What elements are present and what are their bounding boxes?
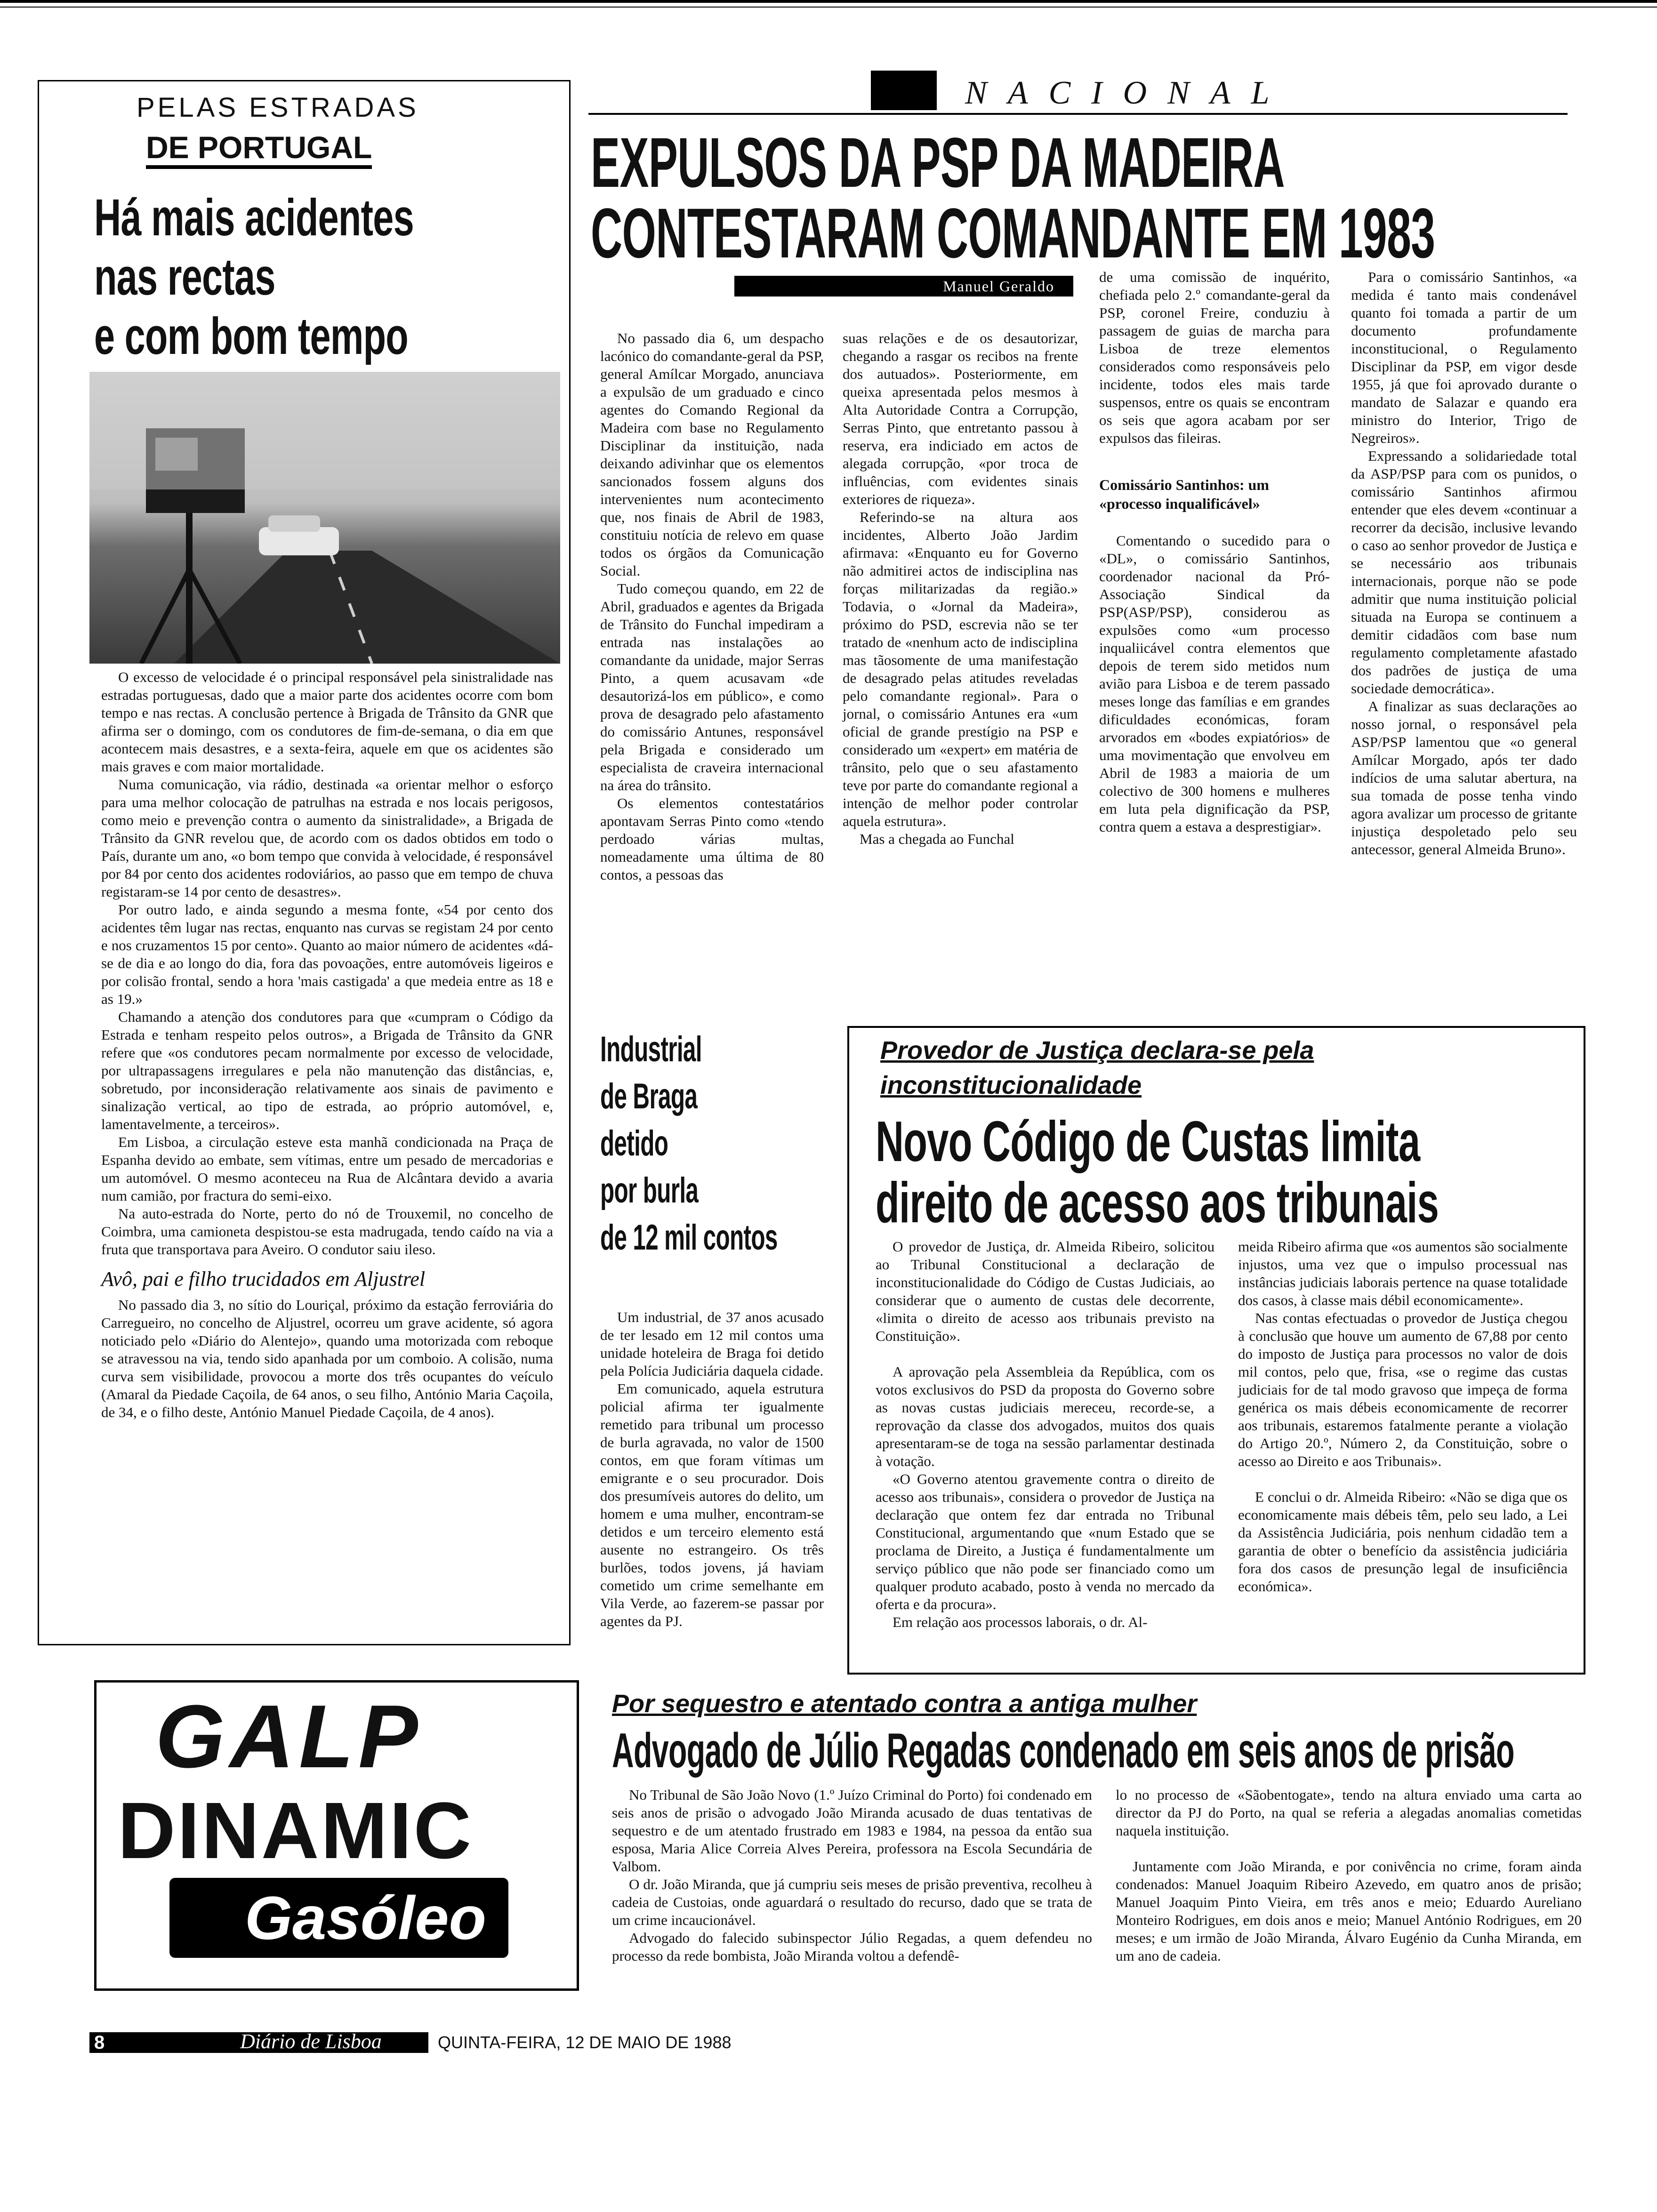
regadas-col1 [612, 1786, 1092, 1965]
main-paragraph: Mas a chegada ao Funchal [860, 831, 1014, 847]
footer-paper-name: Diário de Lisboa [240, 2030, 382, 2053]
regadas-col2 [1116, 1786, 1582, 1965]
main-paragraph: Expressando a solidariedade total da ASP/PSP para com os punidos, o comissário Santinhos afirmou entender que eles devem «continuar a recorrer da decisão, inclusive levando o caso ao senhor provedor de Justiça e se necessário aos tribunais internacionais, porque não se pode admitir que numa instituição policial situada na Europa se continuem a demitir cidadãos com base num regulamento completamente afastado dos padrões de justiça de uma sociedade democrática». [1351, 448, 1577, 697]
main-paragraph: A finalizar as suas declarações ao nosso jornal, o responsável pela ASP/PSP lamentou que «o general Amílcar Morgado, após ter dado indícios de uma salutar abertura, na sua tomada de posse tenha vindo agora avalizar um processo de gritante injustiça despoletado pelo seu antecessor, general Almeida Bruno». [1351, 698, 1577, 858]
gasoleo-label: Gasóleo [245, 1883, 486, 1952]
pelas-estradas-badge [118, 87, 475, 184]
custas-headline [876, 1111, 1572, 1233]
byline-bar [734, 276, 1073, 297]
regadas-paragraph: O dr. João Miranda, que já cumpriu seis meses de prisão preventiva, recolheu à cadeia de Custoias, onde aguardará o resultado do recurso, dado que se trata de um crime incaucionável. [612, 1876, 1092, 1928]
left-headline-line1: Há mais acidentes [94, 189, 414, 247]
regadas-paragraph: Juntamente com João Miranda, e por conivência no crime, foram ainda condenados: Manuel Joaquim Ribeiro Azevedo, em quatro anos de prisão; Manuel Joaquim Pinto Vieira, em três anos e meio; Eduardo Aureliano Monteiro Rodrigues, em dois anos e meio; Manuel António Rodrigues, em 20 meses; e um irmão de João Miranda, Álvaro Eugénio da Cunha Miranda, em um ano de cadeia. [1116, 1858, 1582, 1964]
braga-paragraph: Um industrial, de 37 anos acusado de ter lesado em 12 mil contos uma unidade hoteleira de Braga foi detido pela Polícia Judiciária daquela cidade. [600, 1309, 824, 1379]
road-radar-photo [89, 372, 560, 664]
main-paragraph: Para o comissário Santinhos, «a medida é tanto mais condenável quanto foi tomada a partir de um documento profundamente inconstitucional, o Regulamento Disciplinar da PSP, em vigor desde 1955, já que foi aprovado durante o mandato de Salazar e quando era ministro do Interior, Trigo de Negreiros». [1351, 269, 1577, 446]
custas-kicker-line1: Provedor de Justiça declara-se pela [880, 1036, 1314, 1065]
braga-headline-line: de Braga [600, 1076, 698, 1116]
regadas-paragraph: Advogado do falecido subinspector Júlio Regadas, a quem defendeu no processo da rede bombista, João Miranda voltou a defendê- [612, 1930, 1092, 1964]
dinamic-label: DINAMIC [118, 1786, 474, 1875]
braga-body [600, 1308, 824, 1630]
custas-paragraph: meida Ribeiro afirma que «os aumentos são socialmente injustos, uma vez que o impulso processual nas instâncias judiciais laborais pertence na quase totalidade dos casos, à classe mais débil economicamente». [1238, 1238, 1568, 1308]
regadas-paragraph: lo no processo de «Sãobentogate», tendo na altura enviado uma carta ao director da PJ do Porto, na qual se referia a alegadas anomalias cometidas naquela instituição. [1116, 1787, 1582, 1839]
main-paragraph: Referindo-se na altura aos incidentes, Alberto João Jardim afirmava: «Enquanto eu for Governo não admitirei actos de indisciplina nas forças militarizadas da região.» Todavia, o «Jornal da Madeira», próximo do PSD, escrevia não se ter tratado de «nenhum acto de indisciplina mas tãosomente de uma manifestação de desagrado pelas atitudes reveladas pelo comandante regional». Para o jornal, o comissário Antunes era «um oficial de grande prestígio na PSP e considerado um «expert» em matéria de trânsito, pelo que o seu afastamento teve por parte do comandante regional a intenção de melhor poder controlar aquela estrutura». [843, 509, 1078, 829]
left-paragraph: O excesso de velocidade é o principal responsável pela sinistralidade nas estradas portuguesas, dado que a maior parte dos acidentes ocorre com bom tempo e nas rectas. A conclusão pertence à Brigada de Trânsito da GNR que afirma ser o domingo, com os condutores de fim-de-semana, o dia em que acontecem mais desastres, e a sexta-feira, aquele em que os acidentes são mais graves e com maior mortalidade. [101, 669, 553, 775]
main-paragraph: suas relações e de os desautorizar, chegando a rasgar os recibos na frente dos autuados». Posteriormente, em queixa apresentada pelos mesmos à Alta Autoridade Contra a Corrupção, Serras Pinto, que entretanto passou à reserva, era indiciado em actos de alegada corrupção, «por troca de influências, com evidentes sinais exteriores de riqueza». [843, 330, 1078, 507]
left-paragraph: Numa comunicação, via rádio, destinada «a orientar melhor o esforço para uma melhor colocação de patrulhas na estrada e nos locais perigosos, como meio e prevenção contra o aumento da sinistralidade», a Brigada de Trânsito da GNR revelou que, de acordo com os dados obtidos em todo o País, durante um ano, «o bom tempo que convida à velocidade, é responsável por 84 por cento dos acidentes rodoviários, ao passo que em tempo de chuva registaram-se 14 por cento de desastres». [101, 776, 553, 900]
custas-headline-line2: direito de acesso aos tribunais [876, 1170, 1439, 1234]
main-col3 [1099, 268, 1330, 836]
main-paragraph: Tudo começou quando, em 22 de Abril, graduados e agentes da Brigada de Trânsito do Funchal impediram a entrada nas instalações ao comandante da unidade, major Serras Pinto, a quem acusavam «de desautorizá-los em público», e como prova de desagrado pelo afastamento do comissário Antunes, responsável pela Brigada e considerado um especialista de craveira internacional na área do trânsito. [600, 580, 824, 793]
braga-headline-line: detido [600, 1123, 668, 1163]
left-paragraph: Por outro lado, e ainda segundo a mesma fonte, «54 por cento dos acidentes têm lugar nas rectas, enquanto nas curvas se registam 24 por cento e nos cruzamentos 15 por cento». Quanto ao maior número de acidentes «dá-se de dia e ao longo do dia, fora das povoações, entre automóveis ligeiros e por colisão frontal, sendo a hora 'mais castigada' a que medeia entre as 18 e as 19.» [101, 901, 553, 1007]
regadas-kicker: Por sequestro e atentado contra a antiga mulher [612, 1690, 1197, 1718]
footer-date: QUINTA-FEIRA, 12 DE MAIO DE 1988 [438, 2033, 732, 2052]
main-subhead: Comissário Santinhos: um «processo inqualificável» [1099, 476, 1269, 512]
left-headline-line2: nas rectas [94, 248, 275, 306]
photo-svg [89, 372, 560, 664]
custas-paragraph: E conclui o dr. Almeida Ribeiro: «Não se diga que os economicamente mais débeis têm, pelo seu lado, a Lei da Assistência Judiciária, pois nenhum cidadão tem a garantia de obter o benefício da assistência judiciária fora dos casos de presunção legal de insuficiência económica». [1238, 1489, 1568, 1595]
custas-paragraph: Em relação aos processos laborais, o dr. Al- [893, 1614, 1148, 1630]
braga-headline [600, 1026, 826, 1261]
custas-paragraph: «O Governo atentou gravemente contra o direito de acesso aos tribunais», considera o provedor de Justiça na declaração que ontem fez dar entrada no Tribunal Constitucional, argumentando que «num Estado que se proclama de Direito, a Justiça é fundamentalmente um serviço público que não pode ser financiado como um qualquer produto acabado, posto à venda no mercado da oferta e da procura». [876, 1471, 1215, 1612]
main-col1 [600, 329, 824, 884]
byline: Manuel Geraldo [943, 278, 1054, 295]
main-headline-line2: CONTESTARAM COMANDANTE EM 1983 [591, 193, 1435, 272]
custas-kicker-line2: inconstitucionalidade [880, 1071, 1142, 1099]
main-headline-line1: EXPULSOS DA PSP DA MADEIRA [591, 123, 1285, 202]
braga-headline-line: de 12 mil contos [600, 1218, 778, 1258]
main-headline [591, 123, 1579, 272]
custas-paragraph: A aprovação pela Assembleia da República, com os votos exclusivos do PSD da proposta do Governo sobre as novas custas judiciais mereceu, recorde-se, a reprovação da classe dos advogados, muitos dos quais apresentaram-se de toga na sessão parlamentar destinada à votação. [876, 1363, 1215, 1469]
galp-logo: GALP [155, 1687, 423, 1787]
left-subhead: Avô, pai e filho trucidados em Aljustrel [101, 1267, 426, 1290]
braga-headline-line: por burla [600, 1170, 699, 1210]
footer-page-number: 8 [94, 2032, 105, 2053]
main-paragraph: Comentando o sucedido para o «DL», o comissário Santinhos, coordenador nacional da Pró-Associação Sindical da PSP(ASP/PSP), considerou as expulsões como «um processo inqualiicável contra elementos que depois de terem sido metidos num avião para Lisboa e de terem passado meses longe das famílias e em grandes dificuldades económicas, foram arvorados em «bodes expiatórios» de uma movimentação que envolveu em Abril de 1983 a maioria de um colectivo de 300 homens e mulheres em luta pela dignificação da PSP, contra quem a estava a desprestigiar». [1099, 532, 1330, 835]
braga-paragraph: Em comunicado, aquela estrutura policial afirma ter igualmente remetido para tribunal um processo de burla agravada, no valor de 1500 contos, em que foram vítimas um emigrante e o seu procurador. Dois dos presumíveis autores do delito, um homem e uma mulher, encontram-se detidos e um terceiro elemento está ausente no estrangeiro. Os três burlões, todos jovens, já haviam cometido um crime semelhante em Vila Verde, ao fazerem-se passar por agentes da PJ. [600, 1380, 824, 1629]
main-col2 [843, 329, 1078, 848]
custas-col2 [1238, 1238, 1568, 1595]
left-paragraph: Em Lisboa, a circulação esteve esta manhã condicionada na Praça de Espanha devido ao embate, sem vítimas, entre um pesado de mercadorias e um automóvel. O mesmo aconteceu na Rua de Alcântara devido a avaria num camião, por fractura do semi-eixo. [101, 1134, 553, 1204]
regadas-headline: Advogado de Júlio Regadas condenado em seis anos de prisão [612, 1723, 1514, 1778]
custas-paragraph: O provedor de Justiça, dr. Almeida Ribeiro, solicitou ao Tribunal Constitucional a declaração de inconstitucionalidade do Código de Custas Judiciais, ao considerar que o aumento de custas dele decorrente, «limita o direito de acesso aos tribunais previsto na Constituição». [876, 1238, 1215, 1344]
left-paragraph: No passado dia 3, no sítio do Louriçal, próximo da estação ferroviária do Carregueiro, no concelho de Aljustrel, ocorreu um grave acidente, só agora noticiado pelo «Diário do Alentejo», quando uma motorizada com reboque se atravessou na via, tendo sido apanhada por um comboio. A colisão, numa curva sem visibilidade, provocou a morte dos três ocupantes do veículo (Amaral da Piedade Caçoila, de 64 anos, o seu filho, António Maria Caçoila, de 34, e o filho deste, António Manuel Piedade Caçoila, de 4 anos). [101, 1297, 553, 1420]
section-label: NACIONAL [965, 75, 1290, 111]
custas-paragraph: Nas contas efectuadas o provedor de Justiça chegou à conclusão que houve um aumento de 67,88 por cento do imposto de Justiça para processos no valor de dois mil contos, pelo que, frisa, «se o regime das custas judiciais for de tal modo gravoso que impeça de forma genérica os mais débeis economicamente de recorrer aos tribunais, estaremos fatalmente perante a violação do Artigo 20.º, Número 2, da Constituição, sobre o acesso ao Direito e aos Tribunais». [1238, 1310, 1568, 1469]
section-banner [588, 71, 1568, 115]
custas-kicker [880, 1033, 1539, 1103]
left-headline-line3: e com bom tempo [94, 307, 408, 365]
braga-headline-line: Industrial [600, 1029, 702, 1069]
left-article-body [101, 668, 553, 1421]
main-paragraph: No passado dia 6, um despacho lacónico do comandante-geral da PSP, general Amílcar Morgado, anunciava a expulsão de um graduado e cinco agentes do Comando Regional da Madeira com base no Regulamento Disciplinar da instituição, nada deixando adivinhar que os elementos sancionados fossem alguns dos intervenientes num acontecimento que, nos finais de Abril de 1983, constituiu notícia de relevo em quase todos os órgãos da Comunicação Social. [600, 330, 824, 579]
custas-headline-line1: Novo Código de Custas limita [876, 1109, 1420, 1173]
regadas-paragraph: No Tribunal de São João Novo (1.º Juízo Criminal do Porto) foi condenado em seis anos de prisão o advogado João Miranda acusado de duas tentativas de sequestro e de um atentado frustrado em 1983 e 1984, na pessoa da então sua esposa, Maria Alice Correia Alves Pereira, professora na Escola Secundária de Valbom. [612, 1787, 1092, 1875]
custas-col1 [876, 1238, 1215, 1631]
left-headline [94, 188, 518, 366]
top-rule [0, 0, 1657, 3]
left-paragraph: Na auto-estrada do Norte, perto do nó de Trouxemil, no concelho de Coimbra, uma camioneta despistou-se esta madrugada, tendo caído na via a fruta que transportava para Aveiro. O condutor saiu ileso. [101, 1205, 553, 1258]
badge-line2: DE PORTUGAL [146, 129, 372, 169]
main-paragraph: de uma comissão de inquérito, chefiada pelo 2.º comandante-geral da PSP, coronel Freire, conduziu à passagem de guias de marcha para Lisboa de treze elementos considerados como responsáveis pelo incidente, todos eles mais tarde suspensos, entre os quais se encontram os seis que agora acabam por ser expulsos das fileiras. [1099, 269, 1330, 446]
main-col4 [1351, 268, 1577, 858]
top-rule-thin [0, 7, 1657, 8]
badge-line1: PELAS ESTRADAS [137, 92, 419, 123]
section-logo [871, 71, 937, 110]
main-paragraph: Os elementos contestatários apontavam Serras Pinto como «tendo perdoado várias multas, nomeadamente uma última de 80 contos, a pessoas das [600, 795, 824, 883]
left-paragraph: Chamando a atenção dos condutores para que «cumpram o Código da Estrada e tenham respeito pelos outros», a Brigada de Trânsito da GNR refere que «os condutores pecam normalmente por excesso de velocidade, por ultrapassagens irregulares e pela não manutenção das distâncias, e, sobretudo, por inconsideração relativamente aos sinais de pavimento e sinalização vertical, ao tipo de estrada, ao próprio automóvel, e, lamentavelmente, a terceiros». [101, 1009, 553, 1132]
